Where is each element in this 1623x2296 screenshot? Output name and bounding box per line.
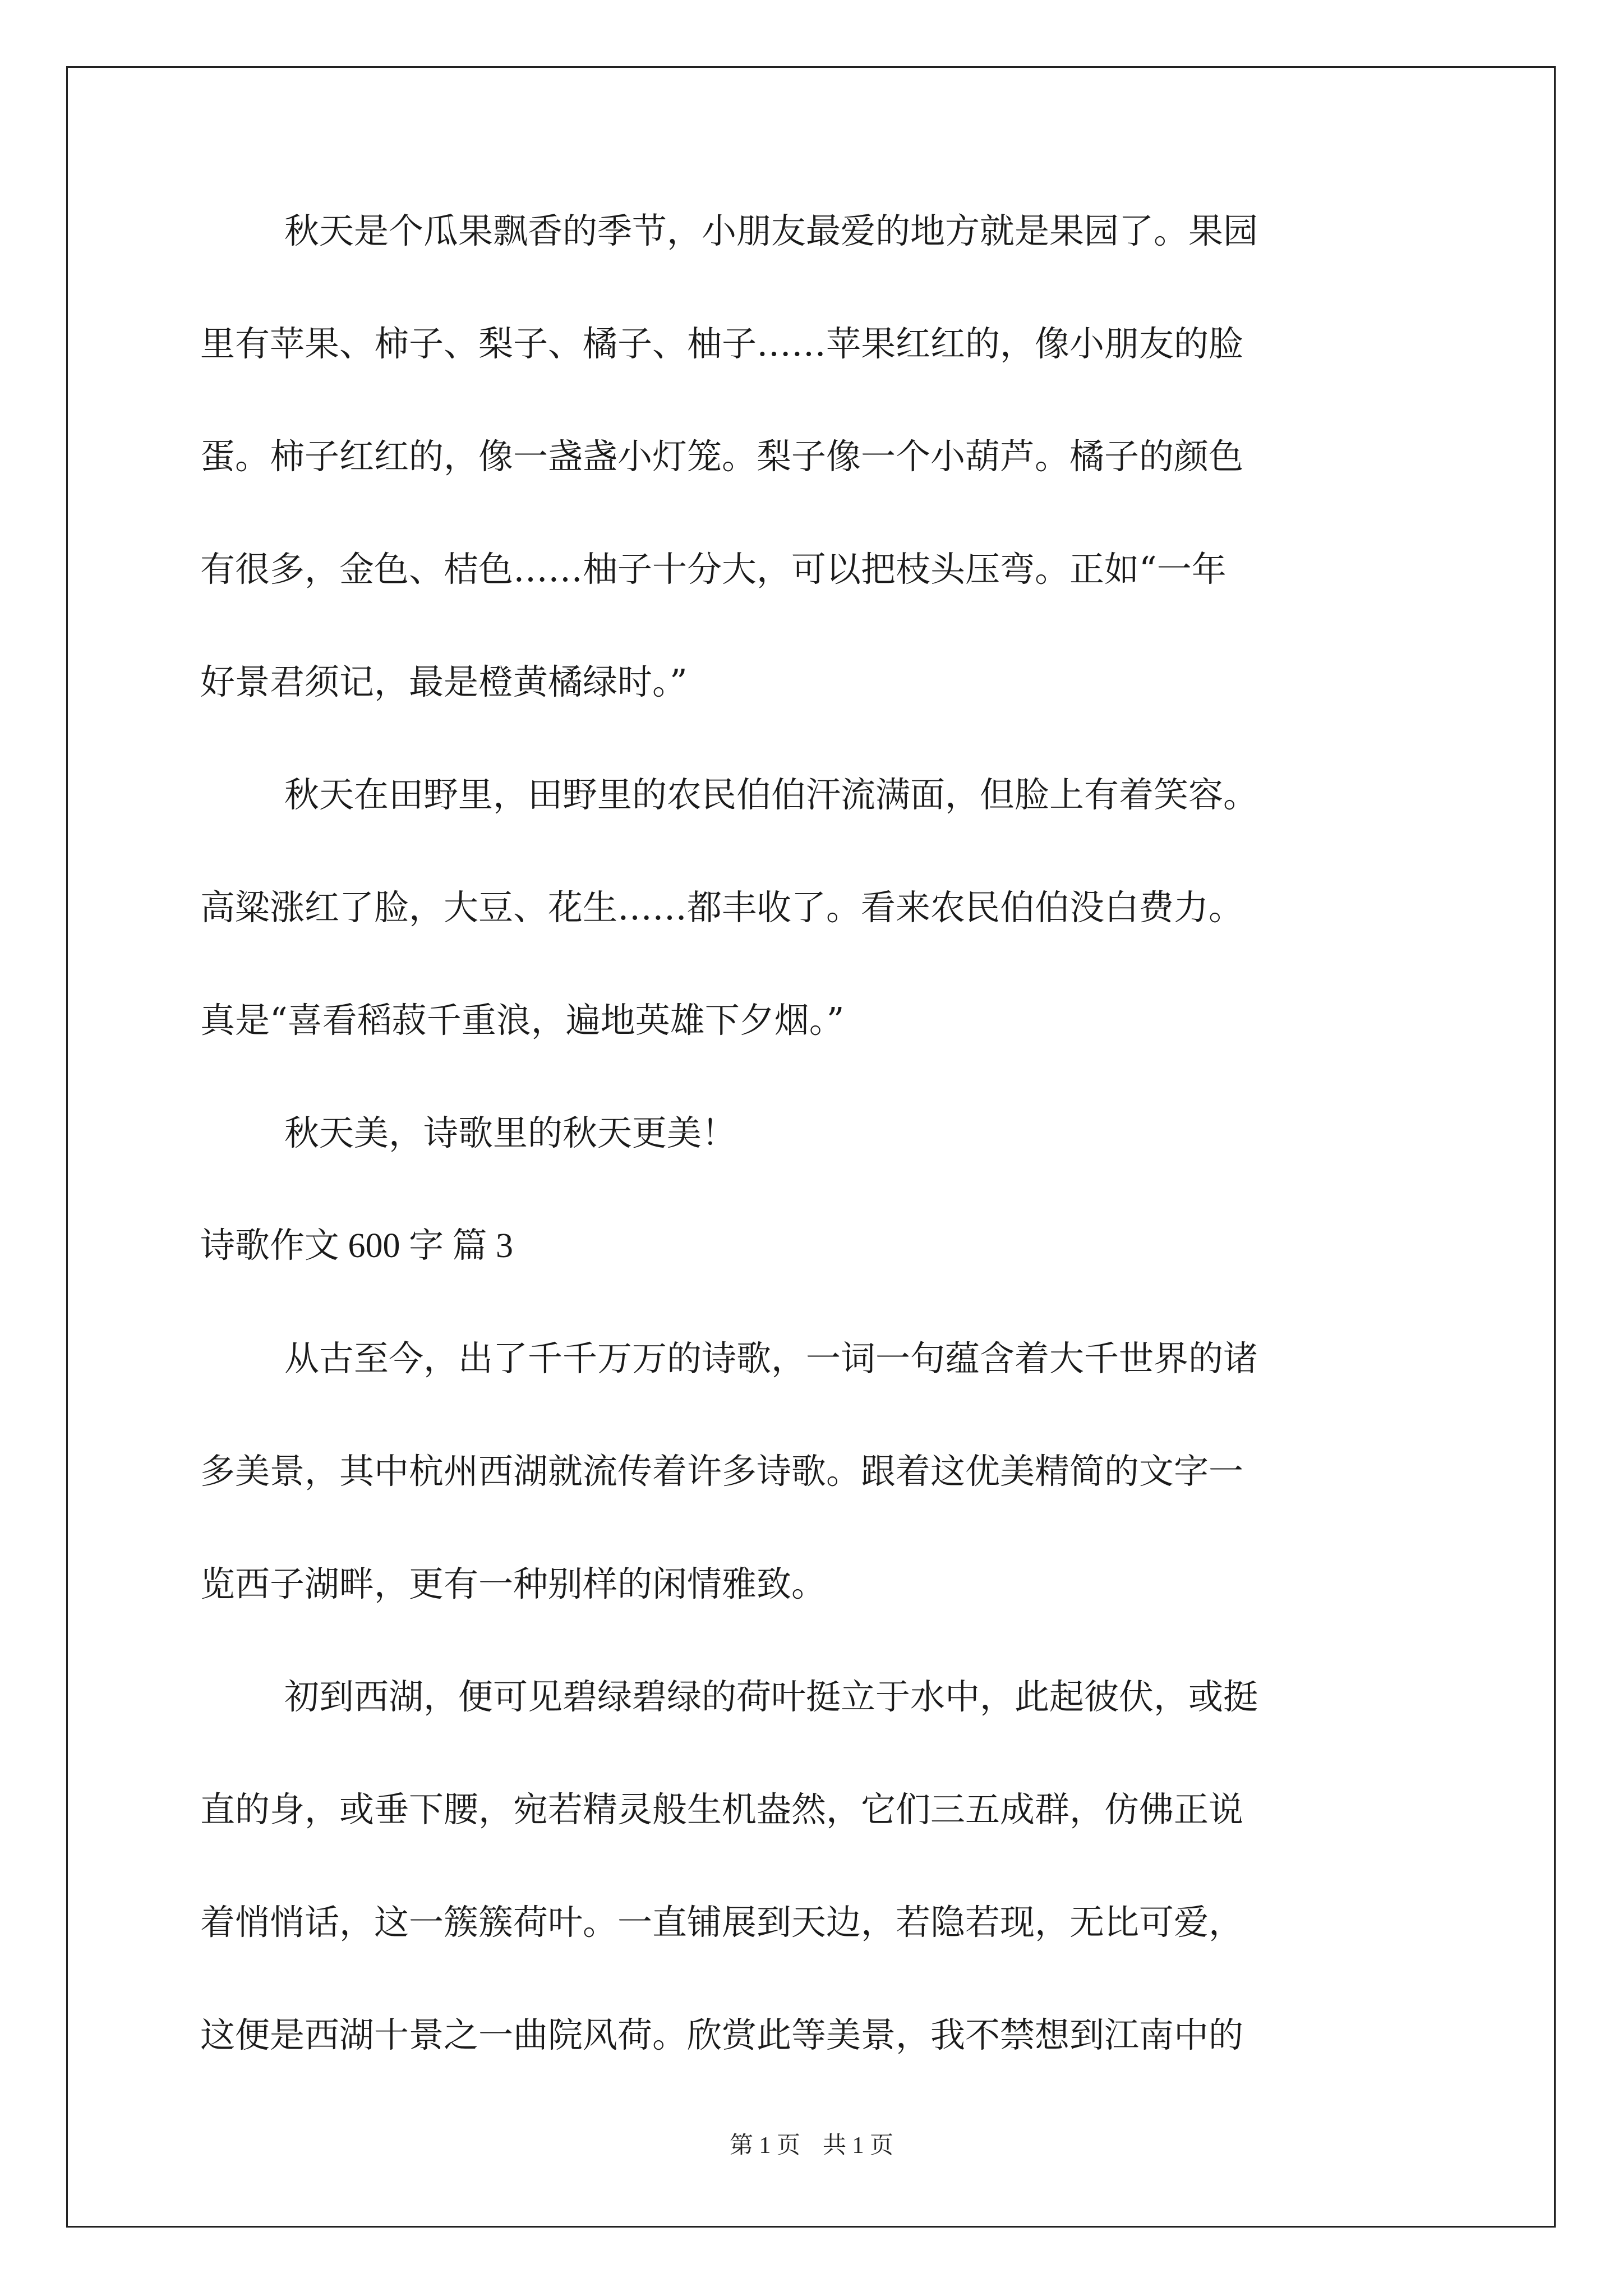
paragraph-line: 从古至今，出了千千万万的诗歌，一词一句蕴含着大千世界的诸 <box>284 1338 1258 1379</box>
paragraph-line: 里有苹果、柿子、梨子、橘子、柚子……苹果红红的，像小朋友的脸 <box>200 323 1244 364</box>
document-body <box>200 203 1434 2120</box>
paragraph-line: 秋天美，诗歌里的秋天更美！ <box>284 1112 737 1153</box>
paragraph-line: 览西子湖畔，更有一种别样的闲情雅致。 <box>200 1563 827 1604</box>
paragraph-line: 好景君须记，最是橙黄橘绿时。” <box>200 661 688 702</box>
paragraph-line: 有很多，金色、桔色……柚子十分大，可以把枝头压弯。正如“一年 <box>200 549 1227 590</box>
paragraph-line: 高粱涨红了脸，大豆、花生……都丰收了。看来农民伯伯没白费力。 <box>200 887 1244 928</box>
page-footer <box>0 2129 1623 2162</box>
paragraph-line: 着悄悄话，这一簇簇荷叶。一直铺展到天边，若隐若现，无比可爱， <box>200 1902 1244 1943</box>
paragraph-line: 直的身，或垂下腰，宛若精灵般生机盎然，它们三五成群，仿佛正说 <box>200 1789 1244 1830</box>
paragraph-line: 秋天在田野里，田野里的农民伯伯汗流满面，但脸上有着笑容。 <box>284 774 1258 815</box>
paragraph-line: 真是“喜看稻菽千重浪，遍地英雄下夕烟。” <box>200 1000 845 1041</box>
paragraph-line: 初到西湖，便可见碧绿碧绿的荷叶挺立于水中，此起彼伏，或挺 <box>284 1676 1258 1717</box>
paragraph-line: 多美景，其中杭州西湖就流传着许多诗歌。跟着这优美精简的文字一 <box>200 1451 1244 1492</box>
paragraph-line: 秋天是个瓜果飘香的季节，小朋友最爱的地方就是果园了。果园 <box>284 210 1258 251</box>
page-number: 第 1 页 <box>729 2133 800 2159</box>
paragraph-line: 蛋。柿子红红的，像一盏盏小灯笼。梨子像一个小葫芦。橘子的颜色 <box>200 436 1244 477</box>
paragraph-line: 这便是西湖十景之一曲院风荷。欣赏此等美景，我不禁想到江南中的 <box>200 2014 1244 2055</box>
page-total: 共 1 页 <box>823 2133 894 2159</box>
section-heading: 诗歌作文 600 字 篇 3 <box>200 1227 514 1265</box>
